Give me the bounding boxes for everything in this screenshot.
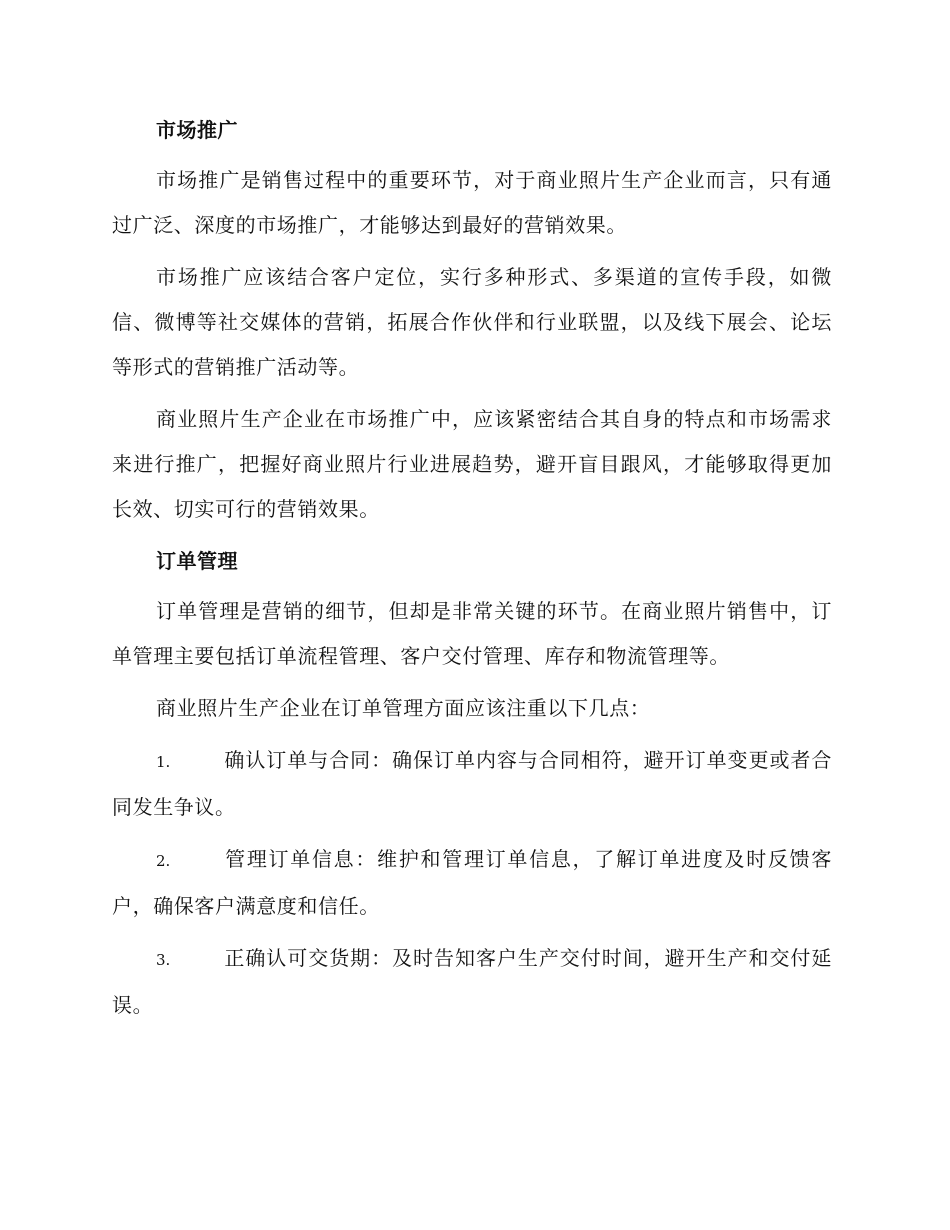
list-item-text: 管理订单信息：维护和管理订单信息，了解订单进度及时反馈客户，确保客户满意度和信任。 <box>112 847 832 918</box>
document-body <box>112 108 832 1035</box>
paragraph: 订单管理是营销的细节，但却是非常关键的环节。在商业照片销售中，订单管理主要包括订单流程管理、客户交付管理、库存和物流管理等。 <box>112 599 832 668</box>
list-item-number: 2. <box>156 852 171 870</box>
paragraph: 市场推广应该结合客户定位，实行多种形式、多渠道的宣传手段，如微信、微博等社交媒体的营销，拓展合作伙伴和行业联盟，以及线下展会、论坛等形式的营销推广活动等。 <box>112 265 832 379</box>
paragraph: 市场推广是销售过程中的重要环节，对于商业照片生产企业而言，只有通过广泛、深度的市场推广，才能够达到最好的营销效果。 <box>112 168 832 237</box>
paragraph: 商业照片生产企业在市场推广中，应该紧密结合其自身的特点和市场需求来进行推广，把握好商业照片行业进展趋势，避开盲目跟风，才能够取得更加长效、切实可行的营销效果。 <box>112 407 832 521</box>
section-heading-marketing: 市场推广 <box>156 118 238 142</box>
list-item-number: 1. <box>156 753 171 771</box>
list-item <box>112 738 832 830</box>
section-heading-order-management: 订单管理 <box>156 549 238 573</box>
list-item <box>112 837 832 929</box>
list-item-text: 正确认可交货期：及时告知客户生产交付时间，避开生产和交付延误。 <box>112 946 832 1017</box>
list-item <box>112 936 832 1028</box>
list-item-text: 确认订单与合同：确保订单内容与合同相符，避开订单变更或者合同发生争议。 <box>112 748 832 819</box>
paragraph: 商业照片生产企业在订单管理方面应该注重以下几点： <box>156 696 651 720</box>
list-item-number: 3. <box>156 951 171 969</box>
